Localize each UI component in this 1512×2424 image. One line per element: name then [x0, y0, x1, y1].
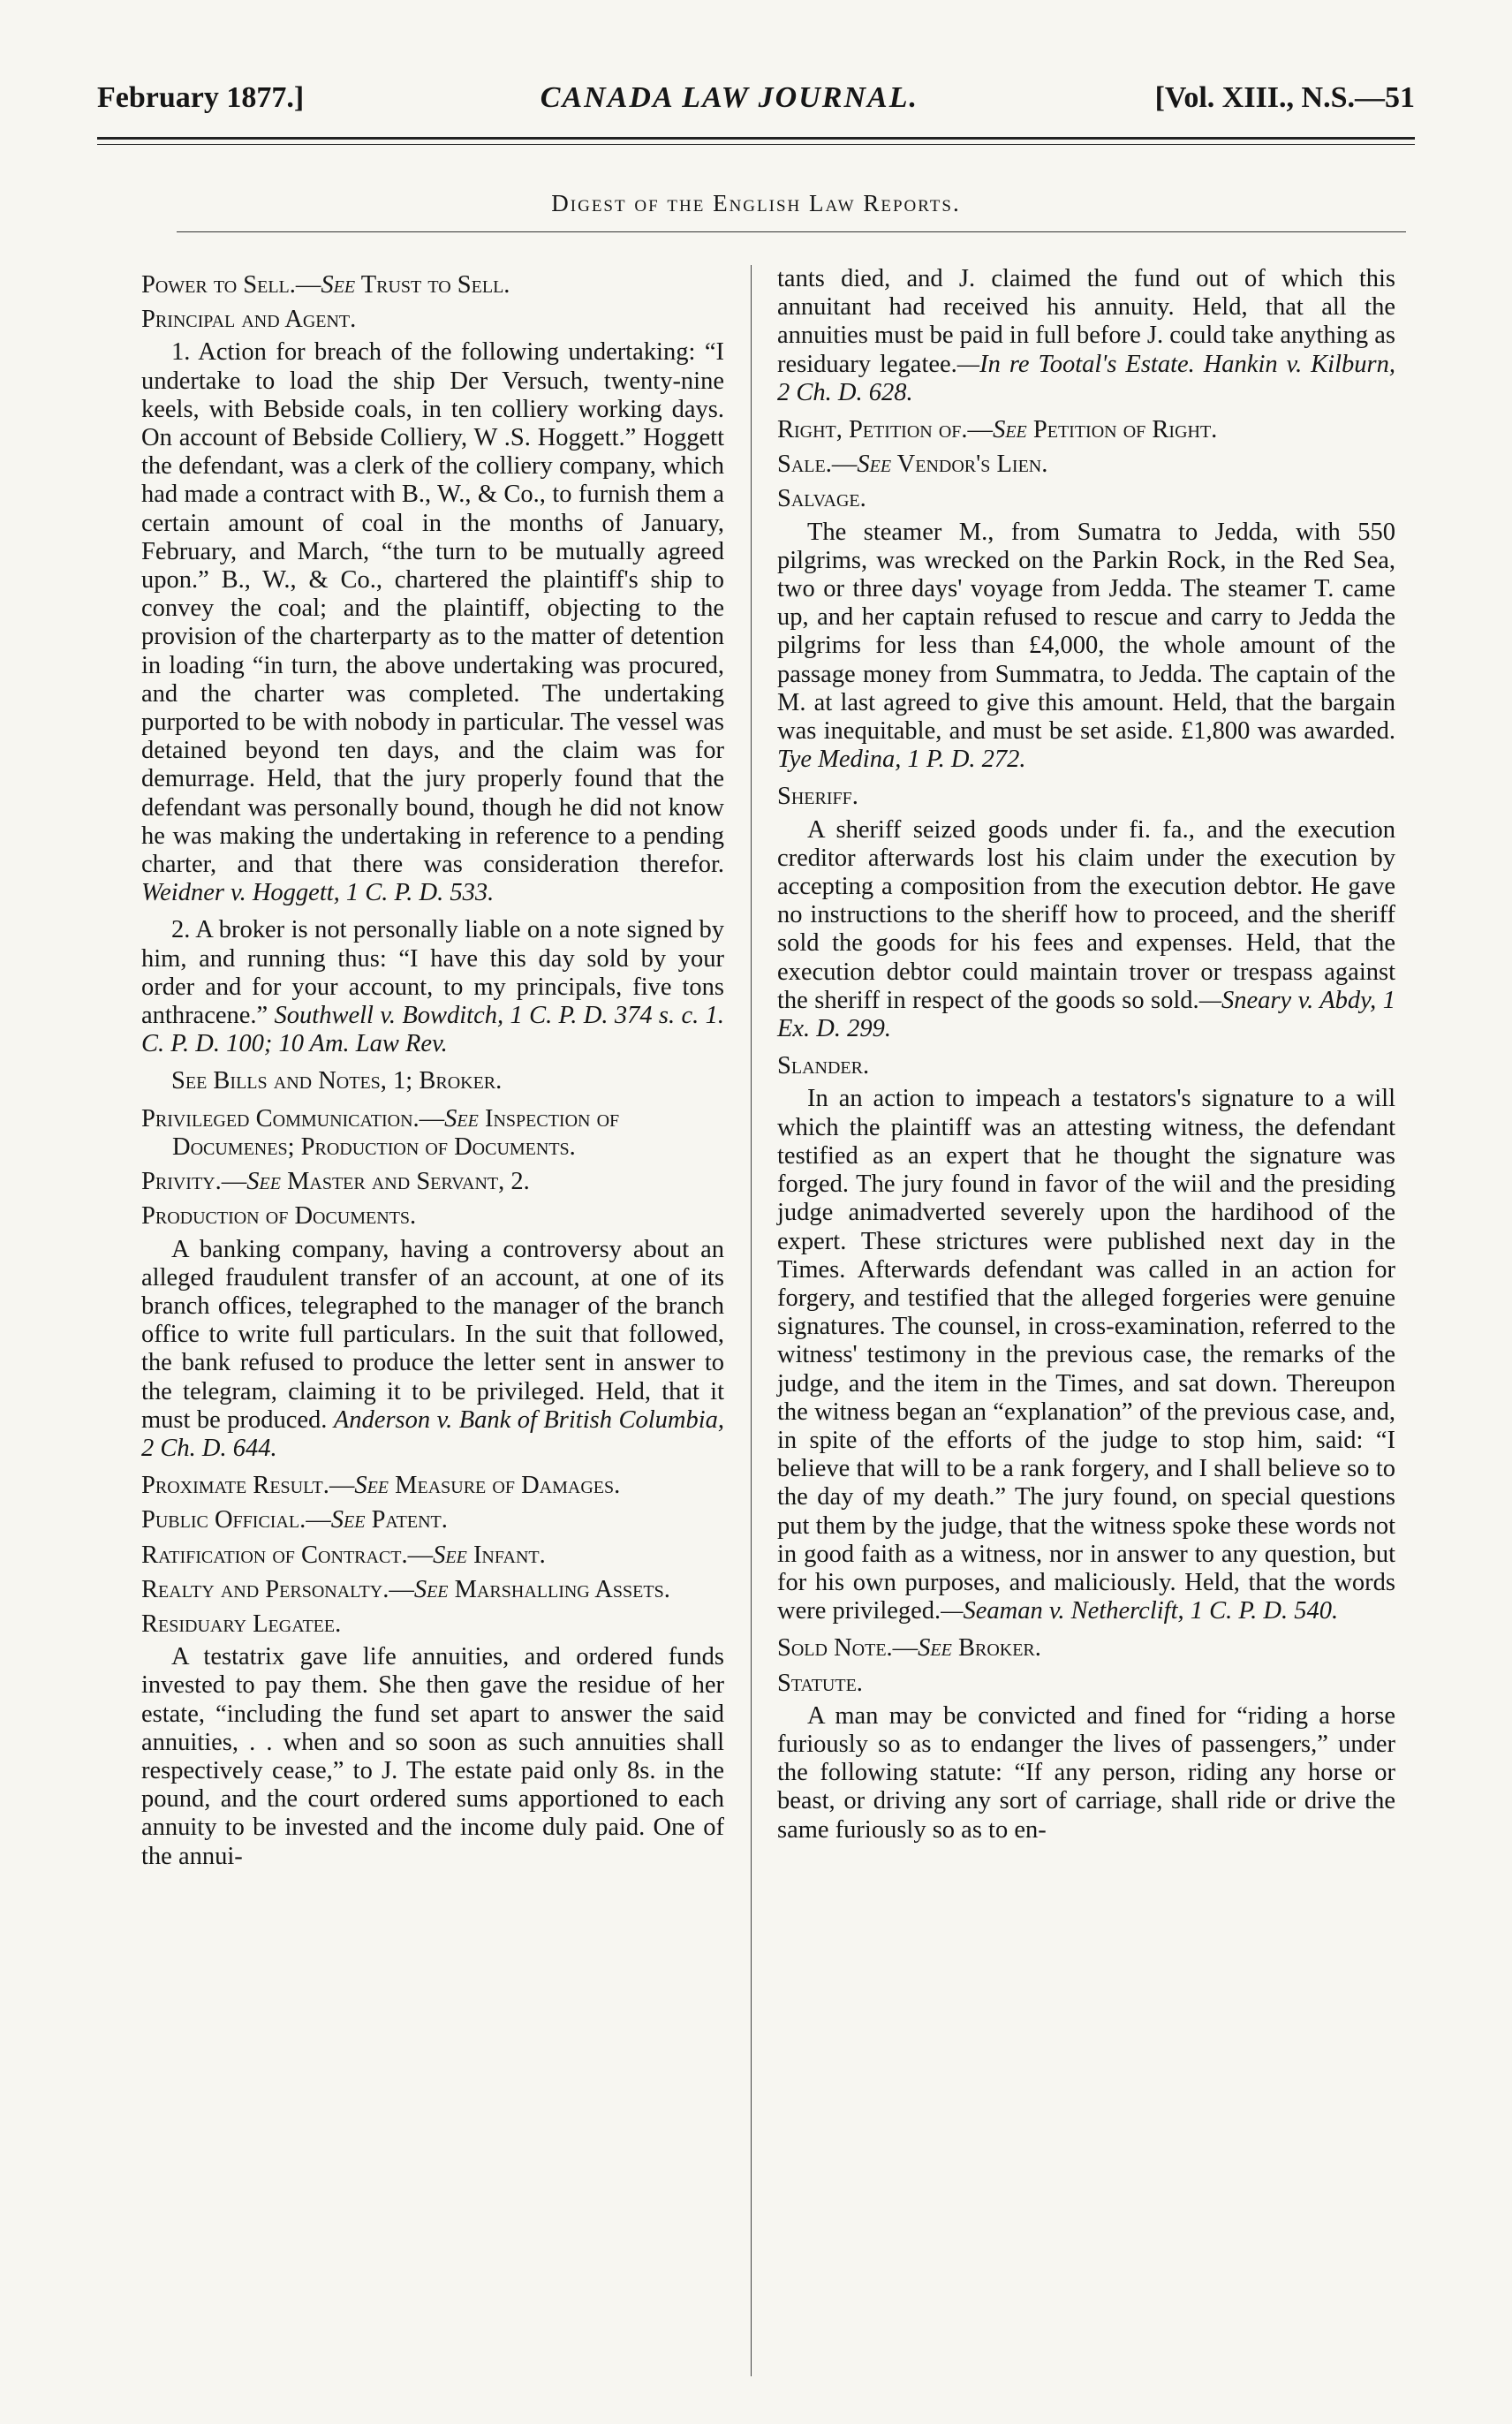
entry-heading: Privileged Communication.—See Inspection of Documenes; Production of Documents.: [141, 1104, 620, 1161]
volume-page: [Vol. XIII., N.S.—51: [1154, 81, 1415, 114]
case-citation: Anderson v. Bank of British Columbia, 2 Ch. D. 644.: [141, 1405, 724, 1462]
left-column: [141, 265, 724, 1880]
entry-heading: Production of Documents.: [141, 1202, 417, 1231]
entry-paragraph: A sheriff seized goods under fi. fa., and the execution creditor afterwards lost his claim under the execution by accepting a composition from the execution debtor. He gave no instructions to the sheriff how to proceed, and the sheriff sold the goods for his fees and expenses. Held, that the execution debtor could maintain trover or trespass against the sheriff in respect of the goods so sold.—Sneary v. Abdy, 1 Ex. D. 299.: [777, 815, 1395, 1043]
column-divider: [751, 265, 752, 2376]
entry-heading: Salvage.: [777, 485, 866, 513]
entry-paragraph: 2. A broker is not personally liable on a note signed by him, and running thus: “I have this day sold by your order and for your account, to my principals, five tons anthracene.” Southwell v. Bowditch, 1 C. P. D. 374 s. c. 1. C. P. D. 100; 10 Am. Law Rev.: [141, 916, 725, 1058]
entry-heading: Power to Sell.—See Trust to Sell.: [141, 271, 510, 299]
header-rule: [97, 137, 1415, 140]
entry-paragraph: 1. Action for breach of the following undertaking: “I undertake to load the ship Der Versuch, twenty-nine keels, with Bebside coals, in ten colliery working days. On account of Bebside Colliery, W .S. Hoggett.” Hoggett the defendant, was a clerk of the colliery company, which had made a contract with B., W., & Co., to furnish them a certain amount of coal in the months of January, February, and March, “the turn to be mutually agreed upon.” B., W., & Co., chartered the plaintiff's ship to convey the coal; and the plaintiff, objecting to the provision of the charterparty as to the matter of detention in loading “in turn, the above undertaking was procured, and the charter was completed. The undertaking purported to be with nobody in particular. The vessel was detained beyond ten days, and the claim was for demurrage. Held, that the jury properly found that the defendant was personally bound, though he did not know he was making the undertaking in reference to a pending charter, and that there was consideration therefor. Weidner v. Hoggett, 1 C. P. D. 533.: [141, 338, 724, 907]
entry-heading: Ratification of Contract.—See Infant.: [141, 1541, 546, 1569]
case-citation: —In re Tootal's Estate. Hankin v. Kilburn, 2 Ch. D. 628.: [777, 350, 1395, 406]
case-citation: —Sneary v. Abdy, 1 Ex. D. 299.: [777, 986, 1395, 1043]
section-title: Digest of the English Law Reports.: [551, 190, 961, 216]
journal-title: CANADA LAW JOURNAL.: [540, 81, 919, 114]
entry-heading: Right, Petition of.—See Petition of Right.: [777, 416, 1218, 444]
right-column: [777, 265, 1395, 1853]
entry-heading: Public Official.—See Patent.: [141, 1506, 448, 1534]
entry-heading: Slander.: [777, 1052, 870, 1080]
case-citation: Tye Medina, 1 P. D. 272.: [777, 746, 1026, 774]
entry-paragraph: A testatrix gave life annuities, and ordered funds invested to pay them. She then gave the residue of her estate, “including the fund set apart to answer the said annuities, . . when and so soon as such annuities shall respectively cease,” to J. The estate paid only 8s. in the pound, and the court ordered sums apportioned to each annuity to be invested and the income duly paid. One of the annui-: [141, 1643, 724, 1870]
entry-heading: Privity.—See Master and Servant, 2.: [141, 1168, 530, 1196]
entry-paragraph: In an action to impeach a testators's signature to a will which the plaintiff was an attesting witness, the defendant testified as an expert that he thought the signature was forged. The jury found in favor of the wiil and the presiding judge animadverted severely upon the hardihood of the expert. These strictures were published next day in the Times. Afterwards defendant was called in an action for forgery, and testified that the alleged forgeries were genuine signatures. The counsel, in cross-examination, referred to the witness' testimony in the previous case, the remarks of the judge, and the item in the Times, and sat down. Thereupon the witness began an “explanation” of the previous case, and, in spite of the efforts of the judge to stop him, said: “I believe that will to be a rank forgery, and I shall believe so to the day of my death.” The jury found, on special questions put them by the judge, that the witness spoke these words not in good faith as a witness, nor in answer to any question, but for his own purposes, and maliciously. Held, that the words were privileged.—Seaman v. Netherclift, 1 C. P. D. 540.: [777, 1085, 1395, 1625]
header-rule-thin: [97, 144, 1415, 145]
entry-heading: Proximate Result.—See Measure of Damages.: [141, 1472, 621, 1500]
entry-heading: Realty and Personalty.—See Marshalling Assets.: [141, 1575, 670, 1603]
entry-heading: Statute.: [777, 1669, 863, 1697]
entry-heading: Sale.—See Vendor's Lien.: [777, 451, 1048, 479]
issue-date: February 1877.]: [97, 81, 305, 114]
entry-heading: Sheriff.: [777, 783, 858, 811]
cross-reference: See Bills and Notes, 1; Broker.: [171, 1067, 503, 1095]
case-citation: Southwell v. Bowditch, 1 C. P. D. 374 s. c. 1. C. P. D. 100; 10 Am. Law Rev.: [141, 1002, 725, 1058]
section-rule: [177, 231, 1406, 232]
entry-paragraph: The steamer M., from Sumatra to Jedda, with 550 pilgrims, was wrecked on the Parkin Rock, in the Red Sea, two or three days' voyage from Jedda. The steamer T. came up, and her captain refused to rescue and carry to Jedda the pilgrims for less than £4,000, the whole amount of the passage money from Summatra, to Jedda. The captain of the M. at last agreed to give this amount. Held, that the bargain was inequitable, and must be set aside. £1,800 was awarded. Tye Medina, 1 P. D. 272.: [777, 518, 1395, 774]
entry-paragraph: A man may be convicted and fined for “riding a horse furiously so as to endanger the lives of passengers,” under the following statute: “If any person, riding any horse or beast, or driving any sort of carriage, shall ride or drive the same furiously so as to en-: [777, 1701, 1395, 1844]
running-head: [97, 81, 1415, 115]
entry-paragraph: tants died, and J. claimed the fund out of which this annuitant had received his annuity. Held, that all the annuities must be paid in full before J. could take anything as residuary legatee.—In re Tootal's Estate. Hankin v. Kilburn, 2 Ch. D. 628.: [777, 265, 1395, 406]
case-citation: Weidner v. Hoggett, 1 C. P. D. 533.: [141, 879, 495, 907]
entry-heading: Principal and Agent.: [141, 306, 357, 334]
entry-paragraph: A banking company, having a controversy about an alleged fraudulent transfer of an account, at one of its branch offices, telegraphed to the manager of the branch office to write full particulars. In the suit that followed, the bank refused to produce the letter sent in answer to the telegram, claiming it to be privileged. Held, that it must be produced. Anderson v. Bank of British Columbia, 2 Ch. D. 644.: [141, 1235, 724, 1462]
entry-heading: Sold Note.—See Broker.: [777, 1634, 1041, 1663]
entry-heading: Residuary Legatee.: [141, 1610, 342, 1638]
case-citation: —Seaman v. Netherclift, 1 C. P. D. 540.: [941, 1597, 1339, 1625]
